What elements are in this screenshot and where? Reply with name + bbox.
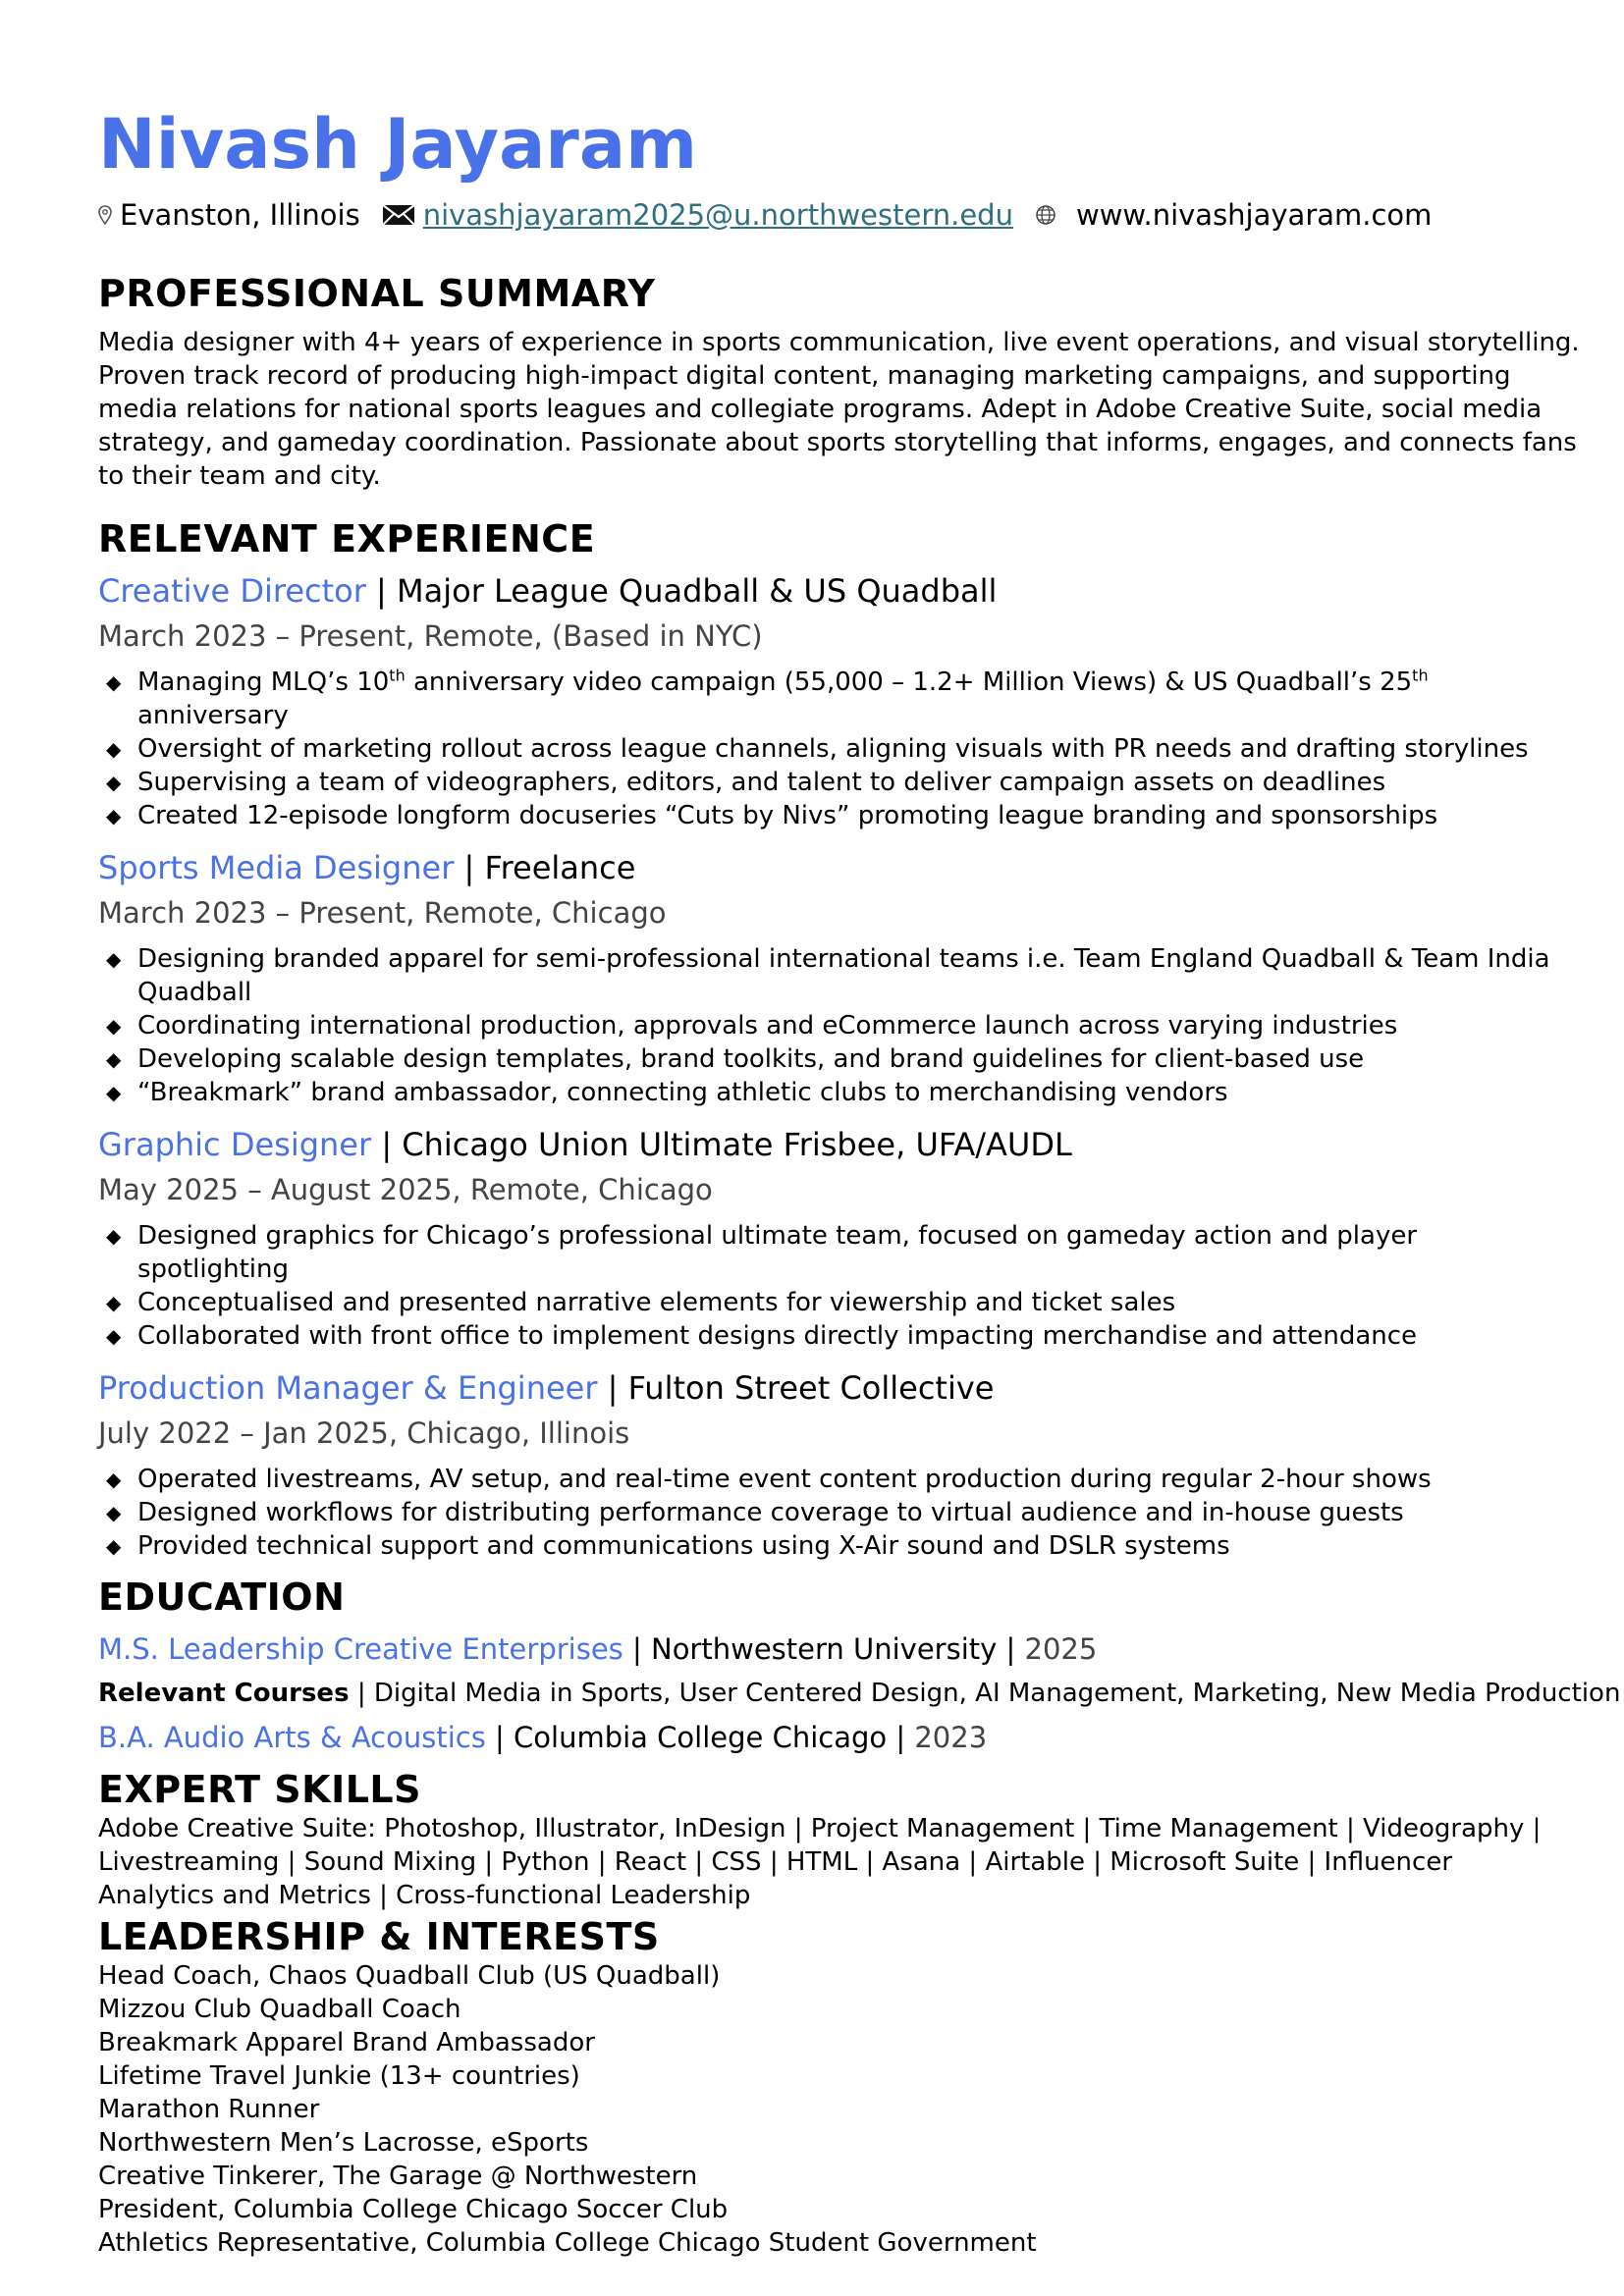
list-item: Lifetime Travel Junkie (13+ countries): [98, 2061, 580, 2091]
relevant-courses: [98, 1677, 1621, 1710]
envelope-icon: [382, 203, 415, 227]
job-title: Creative Director: [98, 572, 366, 610]
separator: |: [632, 1632, 642, 1666]
diamond-bullet-icon: ◆: [106, 1468, 122, 1491]
list-item: Head Coach, Chaos Quadball Club (US Quadball): [98, 1961, 721, 1991]
separator: |: [607, 1369, 619, 1407]
job-org: Fulton Street Collective: [627, 1369, 995, 1407]
diamond-bullet-icon: ◆: [106, 1224, 122, 1248]
degree-line: [98, 1718, 1571, 1757]
list-item: Northwestern Men’s Lacrosse, eSports: [98, 2128, 589, 2158]
job-bullets: [98, 1463, 1571, 1563]
diamond-bullet-icon: ◆: [106, 1047, 122, 1071]
degree-title: M.S. Leadership Creative Enterprises: [98, 1632, 623, 1666]
job-heading: [98, 1125, 1571, 1164]
list-item: Marathon Runner: [98, 2095, 320, 2124]
location-text: Evanston, Illinois: [120, 198, 360, 232]
job-bullets: [98, 1219, 1571, 1353]
education-heading: EDUCATION: [98, 1575, 346, 1619]
globe-icon: [1035, 204, 1056, 226]
list-item: Creative Tinkerer, The Garage @ Northwestern: [98, 2162, 698, 2191]
job-meta: March 2023 – Present, Remote, Chicago: [98, 896, 667, 930]
job-heading: [98, 848, 1571, 887]
degree-title: B.A. Audio Arts & Acoustics: [98, 1721, 486, 1754]
job-heading: [98, 571, 1571, 611]
summary-text: Media designer with 4+ years of experience in sports communication, live event operations, and visual storytelling. Proven track record of producing high-impact digital content, managing marketing campaigns, and supporting media relations for national sports leagues and collegiate programs. Adept in Adobe Creative Suite, social media strategy, and gameday coordination. Passionate about sports storytelling that informs, engages, and connects fans to their team and city.: [98, 328, 1580, 491]
email-link[interactable]: nivashjayaram2025@u.northwestern.edu: [422, 198, 1013, 232]
job-org: Freelance: [484, 849, 636, 886]
list-item: Athletics Representative, Columbia College Chicago Student Government: [98, 2228, 1037, 2258]
diamond-bullet-icon: ◆: [106, 1014, 122, 1038]
skills-text: Adobe Creative Suite: Photoshop, Illustrator, InDesign | Project Management | Time Management | Videography | Livestreaming | Sound Mixing | Python | React | CSS | HTML | Asana | Airtable | Microsoft Suite | Influencer Analytics and Metrics | Cross-functional Leadership: [98, 1814, 1542, 1910]
separator: |: [356, 1679, 366, 1708]
diamond-bullet-icon: ◆: [106, 1081, 122, 1104]
degree-year: 2025: [1024, 1632, 1098, 1666]
courses-label: Relevant Courses: [98, 1679, 350, 1708]
separator: |: [495, 1721, 505, 1754]
diamond-bullet-icon: ◆: [106, 947, 122, 971]
bullet-item: ◆ Conceptualised and presented narrative elements for viewership and ticket sales: [106, 1288, 1176, 1317]
candidate-name: Nivash Jayaram: [98, 104, 698, 185]
bullet-item: ◆ Created 12-episode longform docuseries “Cuts by Nivs” promoting league branding and sponsorships: [106, 801, 1438, 830]
job-org: Chicago Union Ultimate Frisbee, UFA/AUDL: [402, 1126, 1072, 1163]
job-meta: May 2025 – August 2025, Remote, Chicago: [98, 1173, 713, 1206]
bullet-item: ◆ Oversight of marketing rollout across league channels, aligning visuals with PR needs and drafting storylines: [106, 734, 1529, 764]
bullet-item: ◆ Designed graphics for Chicago’s professional ultimate team, focused on gameday action and player spotlighting: [106, 1221, 1418, 1284]
bullet-item: ◆ Provided technical support and communications using X-Air sound and DSLR systems: [106, 1531, 1230, 1561]
degree-school: Columbia College Chicago: [514, 1721, 888, 1754]
diamond-bullet-icon: ◆: [106, 1324, 122, 1348]
job-org: Major League Quadball & US Quadball: [397, 572, 998, 610]
bullet-item: ◆ Collaborated with front office to implement designs directly impacting merchandise and attendance: [106, 1321, 1418, 1351]
location-pin-icon: [98, 205, 112, 225]
separator: |: [1005, 1632, 1016, 1666]
contact-line: [98, 198, 1571, 232]
leadership-heading: LEADERSHIP & INTERESTS: [98, 1915, 660, 1958]
job-meta: March 2023 – Present, Remote, (Based in NYC): [98, 619, 763, 653]
diamond-bullet-icon: ◆: [106, 1291, 122, 1314]
separator: |: [463, 849, 475, 886]
bullet-item: ◆ Developing scalable design templates, brand toolkits, and brand guidelines for client-based use: [106, 1044, 1365, 1074]
job-title: Production Manager & Engineer: [98, 1369, 598, 1407]
job-title: Sports Media Designer: [98, 849, 455, 886]
job-heading: [98, 1368, 1571, 1408]
bullet-item: ◆ Coordinating international production, approvals and eCommerce launch across varying industries: [106, 1011, 1398, 1041]
list-item: Breakmark Apparel Brand Ambassador: [98, 2028, 595, 2057]
skills-heading: EXPERT SKILLS: [98, 1768, 422, 1811]
separator: |: [381, 1126, 393, 1163]
bullet-item: ◆ Supervising a team of videographers, editors, and talent to deliver campaign assets on deadlines: [106, 768, 1386, 797]
degree-year: 2023: [914, 1721, 988, 1754]
bullet-item: ◆ “Breakmark” brand ambassador, connecting athletic clubs to merchandising vendors: [106, 1078, 1228, 1107]
bullet-item: ◆ Operated livestreams, AV setup, and real-time event content production during regular 2-hour shows: [106, 1465, 1432, 1494]
diamond-bullet-icon: ◆: [106, 804, 122, 828]
diamond-bullet-icon: ◆: [106, 771, 122, 794]
degree-school: Northwestern University: [651, 1632, 998, 1666]
job-meta: July 2022 – Jan 2025, Chicago, Illinois: [98, 1416, 630, 1450]
diamond-bullet-icon: ◆: [106, 737, 122, 761]
bullet-item: ◆ Managing MLQ’s 10th anniversary video campaign (55,000 – 1.2+ Million Views) & US Quadball’s 25th anniversary: [106, 666, 1429, 730]
diamond-bullet-icon: ◆: [106, 1534, 122, 1558]
bullet-item: ◆ Designed workflows for distributing performance coverage to virtual audience and in-house guests: [106, 1498, 1404, 1527]
job-bullets: [98, 942, 1571, 1109]
summary-heading: PROFESSIONAL SUMMARY: [98, 272, 656, 315]
diamond-bullet-icon: ◆: [106, 1501, 122, 1524]
experience-heading: RELEVANT EXPERIENCE: [98, 517, 596, 561]
separator: |: [895, 1721, 906, 1754]
website-link[interactable]: www.nivashjayaram.com: [1075, 198, 1433, 232]
courses-list: Digital Media in Sports, User Centered Design, AI Management, Marketing, New Media Production: [373, 1679, 1621, 1708]
separator: |: [376, 572, 387, 610]
job-title: Graphic Designer: [98, 1126, 372, 1163]
resume-page: [98, 104, 1621, 2260]
leadership-list: [98, 1959, 1571, 2260]
list-item: Mizzou Club Quadball Coach: [98, 1995, 461, 2024]
degree-line: [98, 1629, 1571, 1669]
diamond-bullet-icon: ◆: [106, 670, 122, 694]
bullet-item: ◆ Designing branded apparel for semi-professional international teams i.e. Team England Quadball & Team India Quadball: [106, 944, 1550, 1007]
job-bullets: [98, 666, 1571, 832]
list-item: President, Columbia College Chicago Soccer Club: [98, 2195, 729, 2224]
